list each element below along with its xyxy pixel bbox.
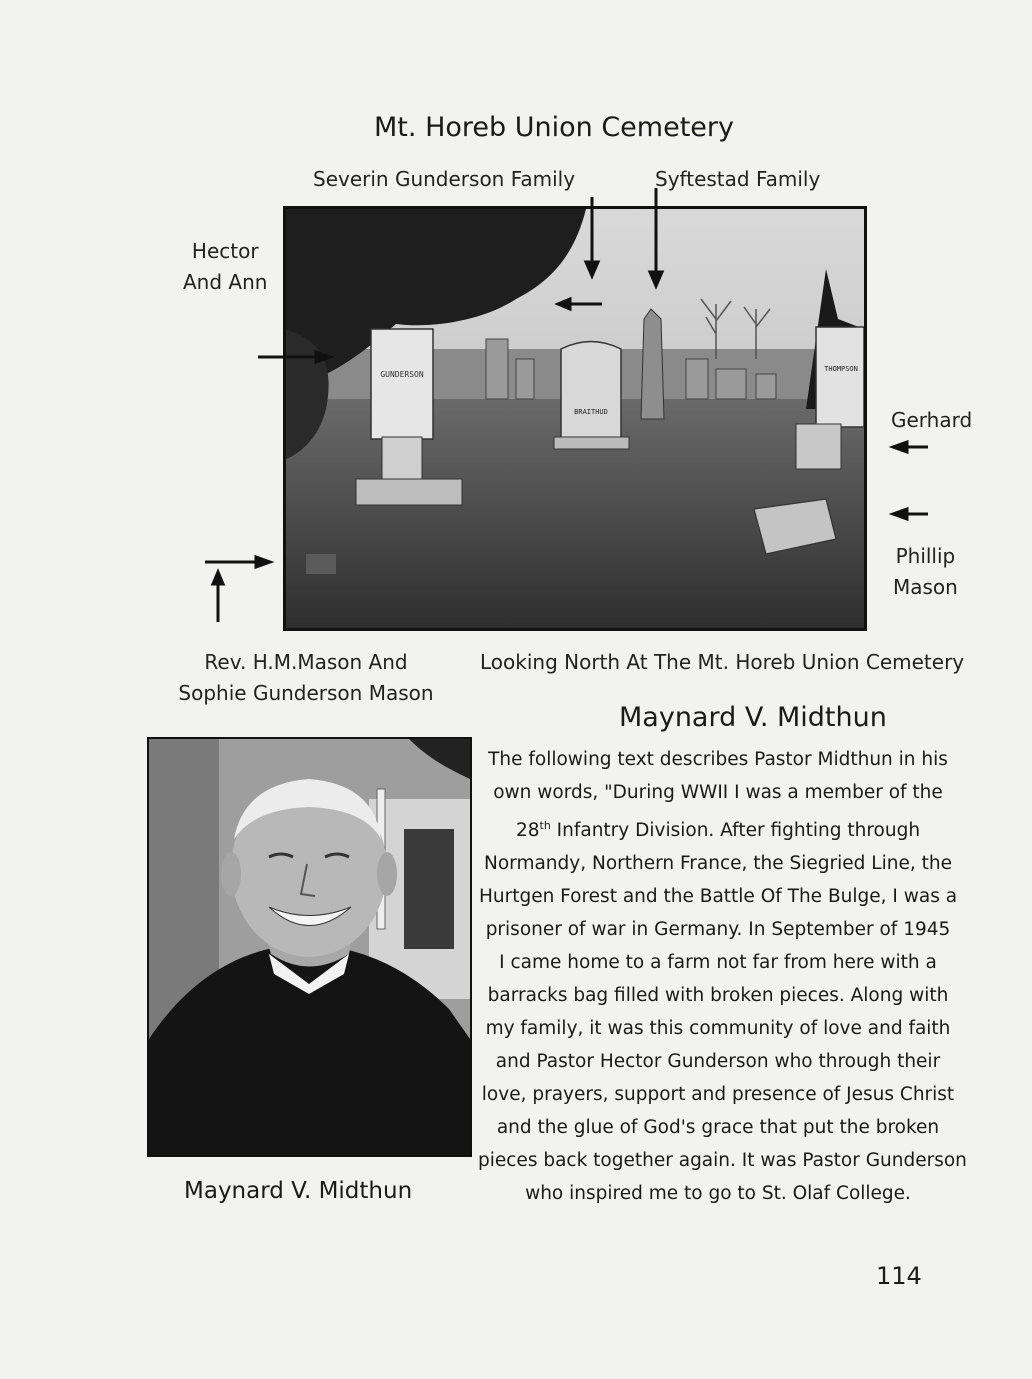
quote-line: my family, it was this community of love and faith <box>485 1018 951 1040</box>
label-gerhard: Gerhard <box>891 408 973 432</box>
quote-line: prisoner of war in Germany. In September of 1945 <box>485 919 951 941</box>
stone-text-thompson: THOMPSON <box>824 365 858 373</box>
quote-line: love, prayers, support and presence of Jesus Christ <box>481 1084 955 1106</box>
quote-line: and the glue of God's grace that put the broken <box>496 1117 940 1139</box>
midthun-photo-caption: Maynard V. Midthun <box>184 1178 413 1204</box>
label-syftestad-family: Syftestad Family <box>655 167 821 191</box>
quote-line: Hurtgen Forest and the Battle Of The Bulge, I was a <box>478 886 958 908</box>
cemetery-photo-caption: Looking North At The Mt. Horeb Union Cemetery <box>480 650 965 674</box>
quote-line: The following text describes Pastor Midthun in his <box>488 749 948 770</box>
midthun-photo <box>147 737 472 1157</box>
label-rev-mason: Rev. H.M.Mason And Sophie Gunderson Mason <box>178 650 434 705</box>
quote-line: who inspired me to go to St. Olaf College. <box>525 1183 911 1205</box>
quote-line: barracks bag filled with broken pieces. Along with <box>487 985 949 1007</box>
midthun-heading: Maynard V. Midthun <box>619 702 887 733</box>
quote-line: 28th Infantry Division. After fighting through <box>515 819 921 842</box>
quote-line: pieces back together again. It was Pastor Gunderson <box>478 1150 967 1172</box>
stone-text-gunderson: GUNDERSON <box>380 370 424 379</box>
quote-line: and Pastor Hector Gunderson who through their <box>495 1051 941 1073</box>
label-hector-and-ann: Hector And Ann <box>183 239 268 294</box>
page-number: 114 <box>876 1262 922 1290</box>
label-phillip-mason: Phillip Mason <box>893 544 958 599</box>
page-title: Mt. Horeb Union Cemetery <box>374 112 734 143</box>
quote-line: own words, "During WWII I was a member of the <box>493 782 943 803</box>
stone-text-braithud: BRAITHUD <box>574 408 608 416</box>
midthun-quote <box>478 743 967 1210</box>
quote-line: Normandy, Northern France, the Siegried Line, the <box>484 853 952 875</box>
midthun-portrait <box>149 739 470 1155</box>
label-severin-gunderson-family: Severin Gunderson Family <box>313 167 576 191</box>
quote-line: I came home to a farm not far from here with a <box>499 952 937 974</box>
